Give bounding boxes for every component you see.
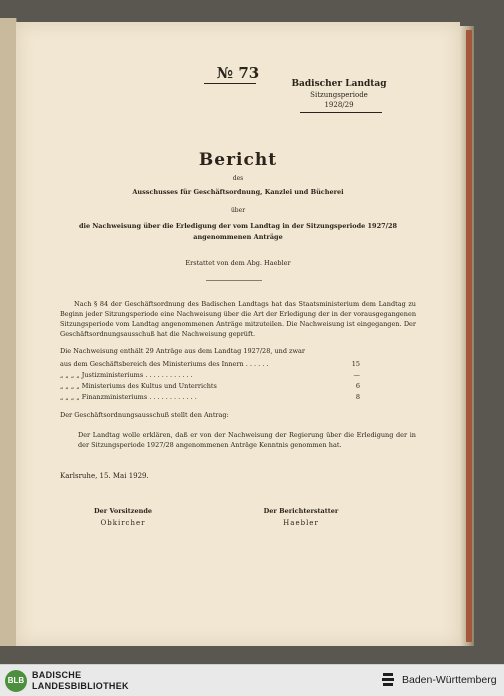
item-label: „ „ „ „ Finanzministeriums . . . . . . . . . . . .	[60, 393, 197, 401]
item-row	[60, 393, 360, 403]
library-name-line-2: LANDESBIBLIOTHEK	[32, 681, 129, 691]
signature-name-chair: Obkircher	[100, 519, 146, 527]
landtag-name: Badischer Landtag	[291, 79, 387, 89]
erstattet-line: Erstattet von dem Abg. Haebler	[185, 259, 291, 267]
book-binding	[0, 18, 17, 646]
subject-line-1: die Nachweisung über die Erledigung der vom Landtag in der Sitzungsperiode 1927/28	[78, 222, 398, 230]
state-name: Baden-Württemberg	[402, 674, 497, 686]
paragraph-4: Der Landtag wolle erklären, daß er von der Nachweisung der Regierung über die Erledigung der in der Sitzungsperiode 1927/28 angenommenen Anträge Kenntnis genommen hat.	[78, 431, 416, 449]
document-number: № 73	[216, 64, 260, 82]
item-label: aus dem Geschäftsbereich des Ministeriums des Innern . . . . . .	[60, 360, 269, 368]
footer-bar	[0, 664, 504, 696]
signature-role-chair: Der Vorsitzende	[93, 507, 153, 515]
committee-line: Ausschusses für Geschäftsordnung, Kanzlei und Bücherei	[132, 188, 344, 196]
paragraph-2: Die Nachweisung enthält 29 Anträge aus dem Landtag 1927/28, und zwar	[60, 347, 306, 355]
paragraph-1: Nach § 84 der Geschäftsordnung des Badischen Landtags hat das Staatsministerium dem Landtag zu Beginn jeder Sitzungsperiode eine Nachweisung über die Art der Erledigung der in der vorausgegangenen Sitzungsperiode vom Landtag angenommenen Anträge mitzuteilen. Die Nachweisung ist eingegangen. Der Geschäftsordnungsausschuß hat die Nachweisung geprüft.	[60, 300, 416, 338]
document-page	[16, 22, 460, 646]
item-value: 15	[351, 360, 360, 368]
document-date: Karlsruhe, 15. Mai 1929.	[60, 472, 149, 480]
signature-name-reporter: Haebler	[283, 519, 319, 527]
item-value: 8	[355, 393, 360, 401]
paragraph-3: Der Geschäftsordnungsausschuß stellt den Antrag:	[60, 411, 229, 419]
item-value: —	[353, 371, 360, 379]
item-label: „ „ „ „ Ministeriums des Kultus und Unterrichts	[60, 382, 217, 390]
item-value: 6	[355, 382, 360, 390]
document-title: Bericht	[198, 150, 278, 170]
title-des: des	[232, 175, 244, 182]
session-years: 1928/29	[324, 101, 354, 109]
item-row	[60, 382, 360, 392]
landtag-underline	[300, 112, 382, 113]
item-label: „ „ „ „ Justizministeriums . . . . . . . . . . . .	[60, 371, 193, 379]
subject-line-2: angenommenen Anträge	[193, 233, 283, 241]
title-ueber: über	[230, 207, 246, 214]
signature-role-reporter: Der Berichterstatter	[263, 507, 339, 515]
number-underline	[204, 83, 256, 84]
library-name-line-1: BADISCHE	[32, 670, 82, 680]
baden-wuerttemberg-lions-icon	[380, 671, 396, 689]
page-edge-red	[466, 30, 472, 642]
blb-logo-icon[interactable]: BLB	[5, 670, 27, 692]
item-row	[60, 371, 360, 381]
separator-rule	[206, 280, 262, 281]
session-label: Sitzungsperiode	[310, 91, 368, 99]
item-row	[60, 360, 360, 370]
